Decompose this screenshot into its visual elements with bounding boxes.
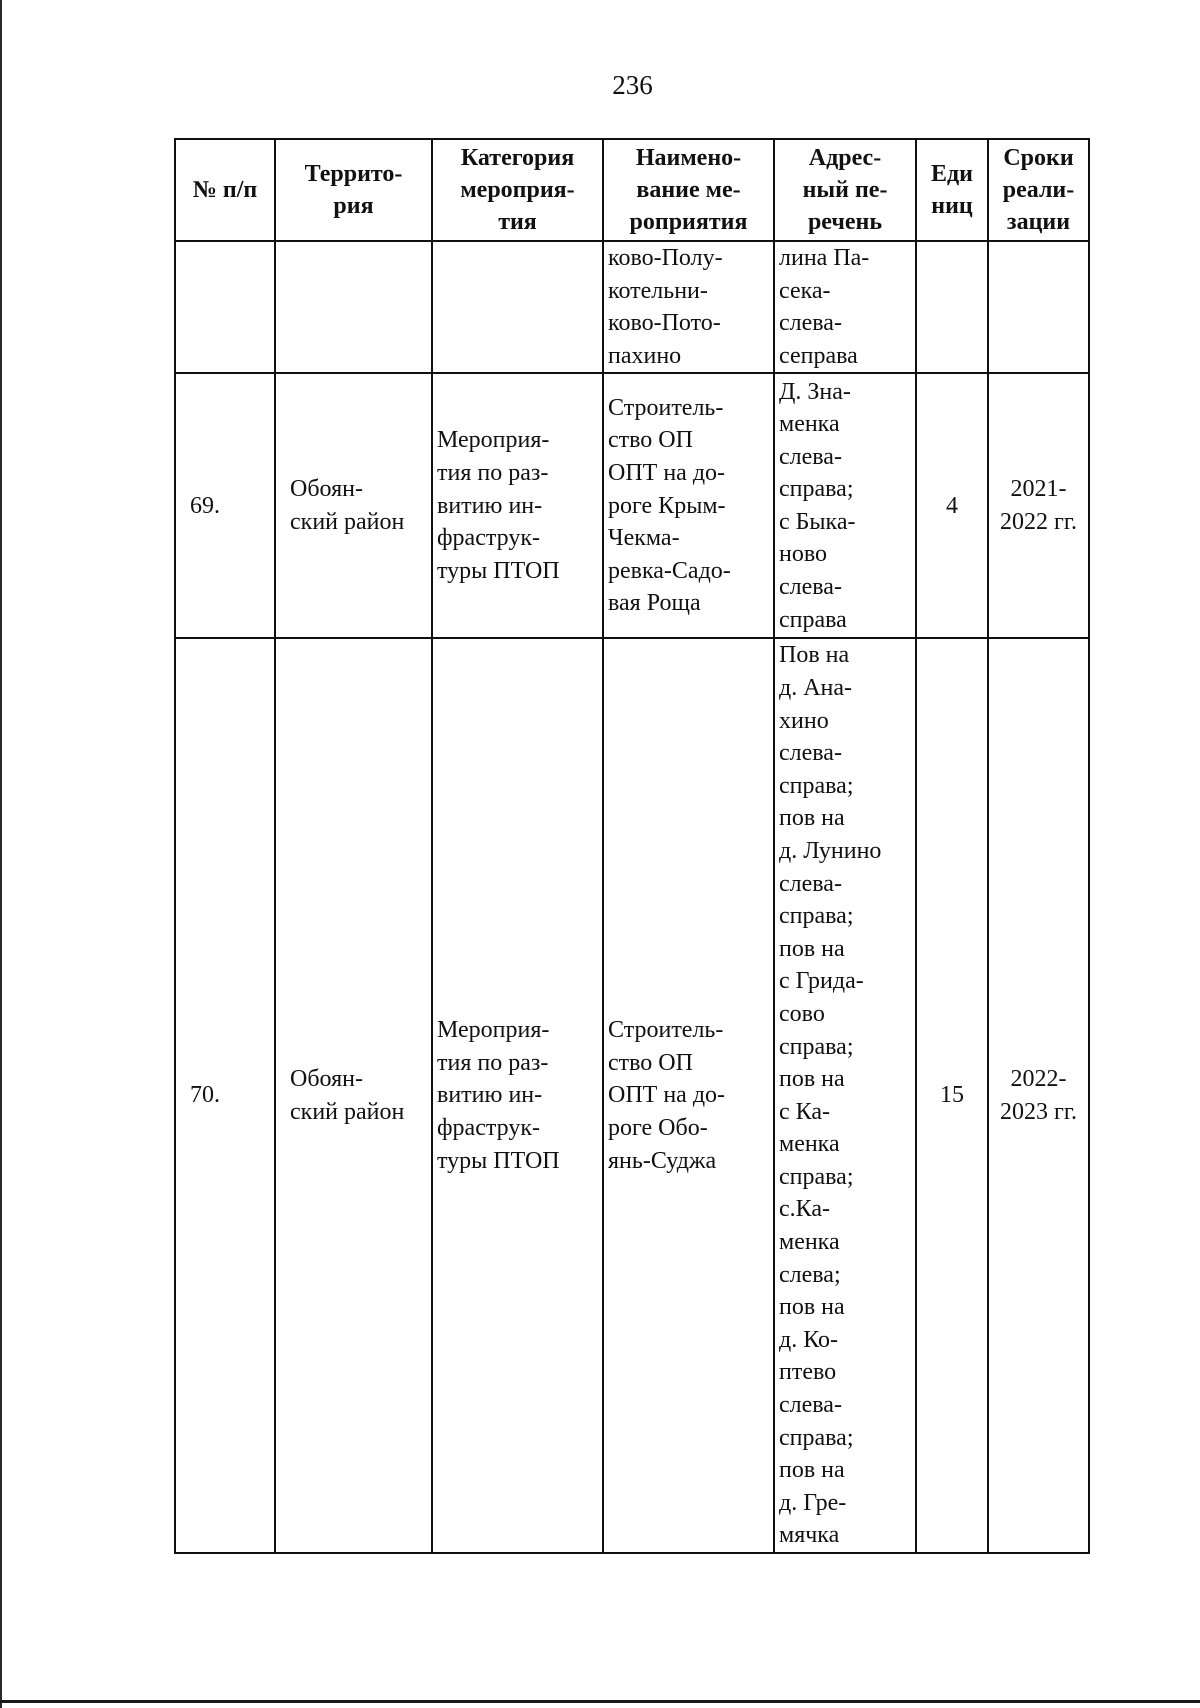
header-line: Еди: [931, 161, 973, 187]
name-line: роге Обо-: [608, 1114, 708, 1141]
address-line: справа: [779, 606, 847, 633]
address-line: пов на: [779, 1294, 845, 1321]
cell-category: [432, 241, 603, 373]
cell-number: 70.: [175, 638, 275, 1553]
header-line: роприятия: [629, 209, 748, 235]
address-line: справа;: [779, 1424, 854, 1451]
address-line: хино: [779, 707, 829, 734]
address-line: справа;: [779, 903, 854, 930]
cell-territory: [275, 638, 432, 1553]
cell-number: [175, 241, 275, 373]
address-line: справа;: [779, 1163, 854, 1190]
header-cell-number: [175, 139, 275, 241]
address-line: сово: [779, 1000, 825, 1027]
cell-number: 69.: [175, 373, 275, 638]
address-line: мячка: [779, 1522, 840, 1549]
name-line: ство ОП: [608, 427, 693, 454]
cell-period: [988, 373, 1089, 638]
header-line: рия: [333, 193, 374, 219]
address-line: менка: [779, 411, 840, 438]
address-line: слева;: [779, 1261, 841, 1288]
header-cell-category: [432, 139, 603, 241]
address-line: пов на: [779, 1066, 845, 1093]
cell-name: [603, 241, 774, 373]
header-cell-name: [603, 139, 774, 241]
category-line: тия по раз-: [437, 459, 549, 486]
name-line: ОПТ на до-: [608, 459, 726, 486]
territory-line: ский район: [290, 1098, 405, 1125]
territory-line: ский район: [290, 508, 405, 535]
address-line: пов на: [779, 1457, 845, 1484]
table-row-continuation: [175, 241, 1089, 373]
address-line: д. Ко-: [779, 1326, 839, 1353]
name-line: Строитель-: [608, 1017, 724, 1044]
address-line: Д. Зна-: [779, 378, 851, 405]
header-line: тия: [498, 209, 537, 235]
name-line: ство ОП: [608, 1049, 693, 1076]
address-line: лина Па-: [779, 245, 870, 271]
header-line: Террито-: [304, 161, 403, 187]
address-line: слева-: [779, 870, 842, 897]
address-line: слева-: [779, 1392, 842, 1419]
period-line: 2022 гг.: [1000, 508, 1077, 535]
cell-units: 4: [916, 373, 988, 638]
cell-period: [988, 241, 1089, 373]
header-line: реали-: [1002, 177, 1075, 203]
address-line: справа;: [779, 476, 854, 503]
header-line: ный пе-: [802, 177, 888, 203]
address-line: птево: [779, 1359, 837, 1386]
address-line: сека-: [779, 277, 831, 304]
header-line: вание ме-: [636, 177, 741, 203]
address-line: справа;: [779, 772, 854, 799]
category-line: Мероприя-: [437, 427, 550, 454]
table-row: [175, 638, 1089, 1553]
cell-category: [432, 638, 603, 1553]
category-line: Мероприя-: [437, 1017, 550, 1044]
cell-units: 15: [916, 638, 988, 1553]
header-row: [175, 139, 1089, 241]
header-line: Сроки: [1003, 145, 1074, 171]
address-line: пов на: [779, 805, 845, 832]
address-line: пов на: [779, 935, 845, 962]
territory-line: Обоян-: [290, 1066, 363, 1093]
category-line: витию ин-: [437, 1082, 543, 1109]
address-line: слева-: [779, 574, 842, 601]
header-cell-units: [916, 139, 988, 241]
cell-name: [603, 638, 774, 1553]
scan-edge-left: [0, 0, 2, 1708]
header-line: мероприя-: [460, 177, 575, 203]
category-line: туры ПТОП: [437, 1147, 560, 1174]
name-line: ково-Пото-: [608, 310, 721, 337]
header-cell-period: [988, 139, 1089, 241]
header-line: Категория: [460, 145, 575, 171]
name-line: ОПТ на до-: [608, 1082, 726, 1109]
cell-address: [774, 373, 916, 638]
address-line: ново: [779, 541, 828, 568]
category-line: фраструк-: [437, 525, 540, 552]
category-line: тия по раз-: [437, 1049, 549, 1076]
address-line: менка: [779, 1131, 840, 1158]
address-line: слева-: [779, 443, 842, 470]
cell-address: [774, 241, 916, 373]
address-line: сеправа: [779, 342, 858, 369]
cell-units: [916, 241, 988, 373]
header-line: зации: [1006, 209, 1071, 235]
header-line: № п/п: [192, 177, 258, 203]
address-line: д. Гре-: [779, 1489, 847, 1516]
address-line: Пов на: [779, 642, 850, 669]
address-line: с Грида-: [779, 968, 864, 995]
period-line: 2021-: [1010, 476, 1067, 503]
period-line: 2023 гг.: [1000, 1098, 1077, 1125]
name-line: Строитель-: [608, 394, 724, 421]
address-line: с Ка-: [779, 1098, 830, 1125]
category-line: витию ин-: [437, 492, 543, 519]
address-line: с Быка-: [779, 508, 856, 535]
address-line: д. Ана-: [779, 674, 853, 701]
address-line: д. Лунино: [779, 837, 882, 864]
period-line: 2022-: [1010, 1066, 1067, 1093]
header-cell-address: [774, 139, 916, 241]
address-line: с.Ка-: [779, 1196, 830, 1223]
name-line: котельни-: [608, 277, 708, 304]
header-line: ниц: [931, 193, 973, 219]
address-line: справа;: [779, 1033, 854, 1060]
table-row: [175, 373, 1089, 638]
name-line: роге Крым-: [608, 492, 726, 519]
name-line: ково-Полу-: [608, 245, 723, 271]
header-line: Наимено-: [635, 145, 742, 171]
address-line: слева-: [779, 740, 842, 767]
address-line: менка: [779, 1229, 840, 1256]
name-line: пахино: [608, 342, 682, 369]
territory-line: Обоян-: [290, 476, 363, 503]
name-line: Чекма-: [608, 525, 680, 552]
cell-category: [432, 373, 603, 638]
cell-territory: [275, 241, 432, 373]
cell-name: [603, 373, 774, 638]
measures-table: [174, 138, 1090, 1554]
name-line: янь-Суджа: [608, 1147, 717, 1174]
cell-period: [988, 638, 1089, 1553]
cell-territory: [275, 373, 432, 638]
header-line: речень: [807, 209, 883, 235]
scan-edge-bottom: [0, 1700, 1200, 1703]
category-line: туры ПТОП: [437, 557, 560, 584]
header-cell-territory: [275, 139, 432, 241]
page-number: 236: [612, 70, 653, 100]
name-line: вая Роща: [608, 590, 701, 617]
category-line: фраструк-: [437, 1114, 540, 1141]
name-line: ревка-Садо-: [608, 557, 731, 584]
cell-address: [774, 638, 916, 1553]
address-line: слева-: [779, 310, 842, 337]
header-line: Адрес-: [808, 145, 882, 171]
